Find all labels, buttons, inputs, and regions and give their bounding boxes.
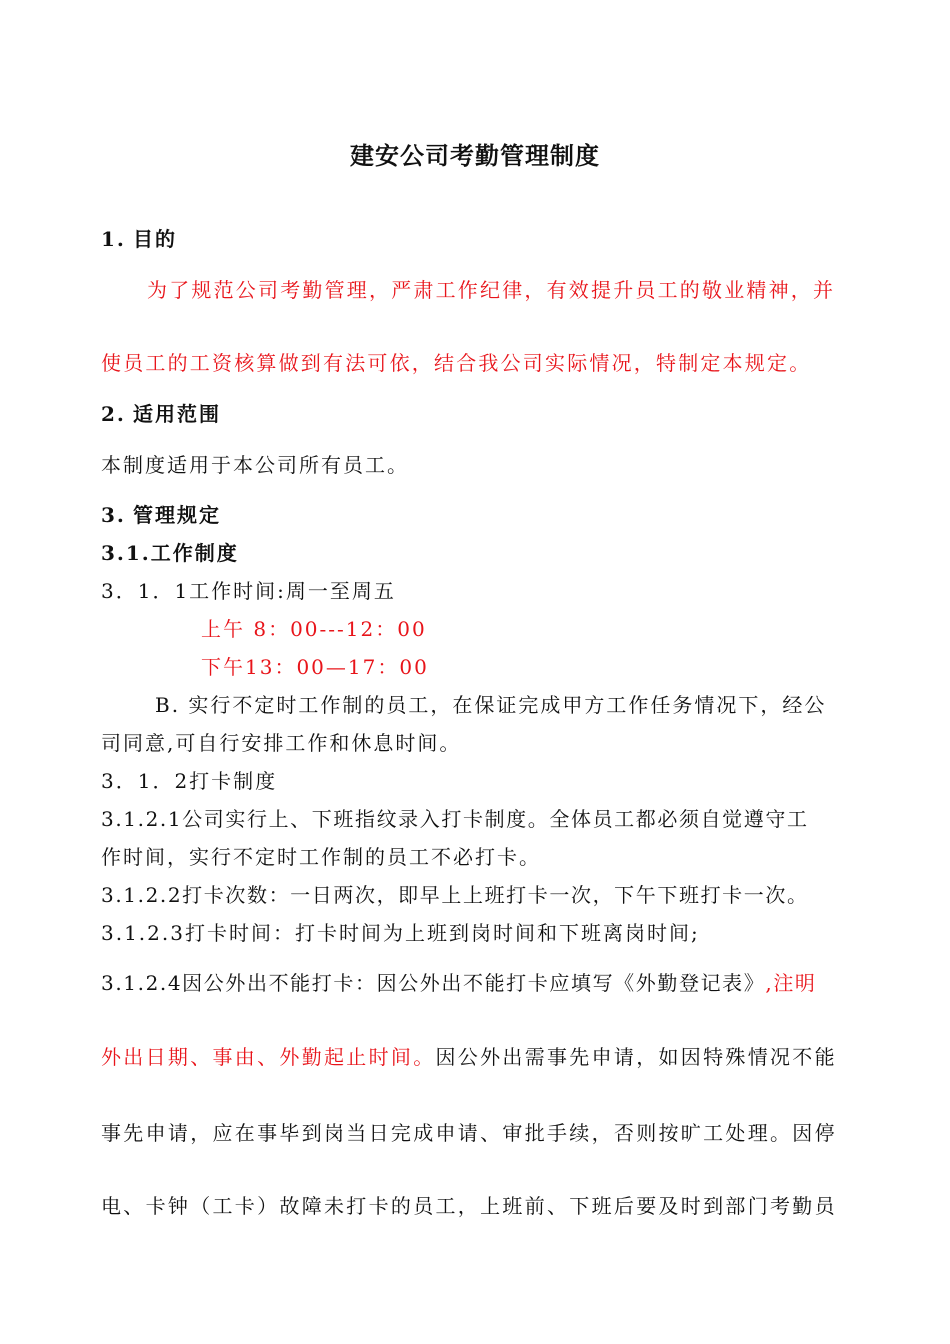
section-number: 2. (101, 402, 126, 426)
section-title: 目的 (133, 227, 177, 251)
clause-3-1-2-4-line-2 (101, 1044, 837, 1070)
purpose-paragraph-line-2: 使员工的工资核算做到有法可依，结合我公司实际情况，特制定本规定。 (101, 351, 812, 375)
morning-hours: 上午 8：00---12：00 (201, 617, 427, 641)
clause-3-1-2-1-line-1: 3.1.2.1公司实行上、下班指纹录入打卡制度。全体员工都必须自觉遵守工 (101, 807, 809, 831)
section-1-heading (101, 226, 177, 252)
scope-text: 本制度适用于本公司所有员工。 (101, 453, 409, 477)
section-number: 3. (101, 503, 126, 527)
flexible-work-line-1: B. 实行不定时工作制的员工，在保证完成甲方工作任务情况下，经公 (155, 693, 827, 717)
clause-3-1-2-4-line-4: 电、卡钟（工卡）故障未打卡的员工，上班前、下班后要及时到部门考勤员 (101, 1194, 837, 1218)
document-title: 建安公司考勤管理制度 (350, 142, 600, 170)
purpose-paragraph-line-1: 为了规范公司考勤管理，严肃工作纪律，有效提升员工的敬业精神，并 (147, 278, 836, 302)
section-number: 1. (101, 227, 126, 251)
clause-text: 3.1.2.4因公外出不能打卡：因公外出不能打卡应填写《外勤登记表》 (101, 971, 766, 995)
afternoon-hours: 下午13：00—17：00 (201, 655, 429, 679)
flexible-work-line-2: 司同意,可自行安排工作和休息时间。 (101, 731, 462, 755)
clause-3-1-2-4-line-1 (101, 970, 817, 996)
clause-3-1-2-1-line-2: 作时间，实行不定时工作制的员工不必打卡。 (101, 845, 541, 869)
section-title: 管理规定 (133, 503, 221, 527)
work-hours-line: 3．1．1工作时间:周一至周五 (101, 579, 396, 603)
clause-3-1-2-2: 3.1.2.2打卡次数：一日两次，即早上上班打卡一次，下午下班打卡一次。 (101, 883, 809, 907)
section-title: 适用范围 (133, 402, 221, 426)
section-2-heading (101, 401, 221, 427)
clause-3-1-2-3: 3.1.2.3打卡时间：打卡时间为上班到岗时间和下班离岗时间; (101, 921, 700, 945)
section-3-heading (101, 502, 221, 528)
highlighted-text: ,注明 (765, 971, 817, 995)
subsection-3-1-heading: 3.1.工作制度 (101, 541, 239, 565)
highlighted-text: 外出日期、事由、外勤起止时间。 (101, 1045, 436, 1069)
clause-3-1-2-4-line-3: 事先申请，应在事毕到岗当日完成申请、审批手续，否则按旷工处理。因停 (101, 1121, 837, 1145)
clause-text: 因公外出需事先申请，如因特殊情况不能 (435, 1045, 837, 1069)
clock-in-system-heading: 3．1．2打卡制度 (101, 769, 278, 793)
